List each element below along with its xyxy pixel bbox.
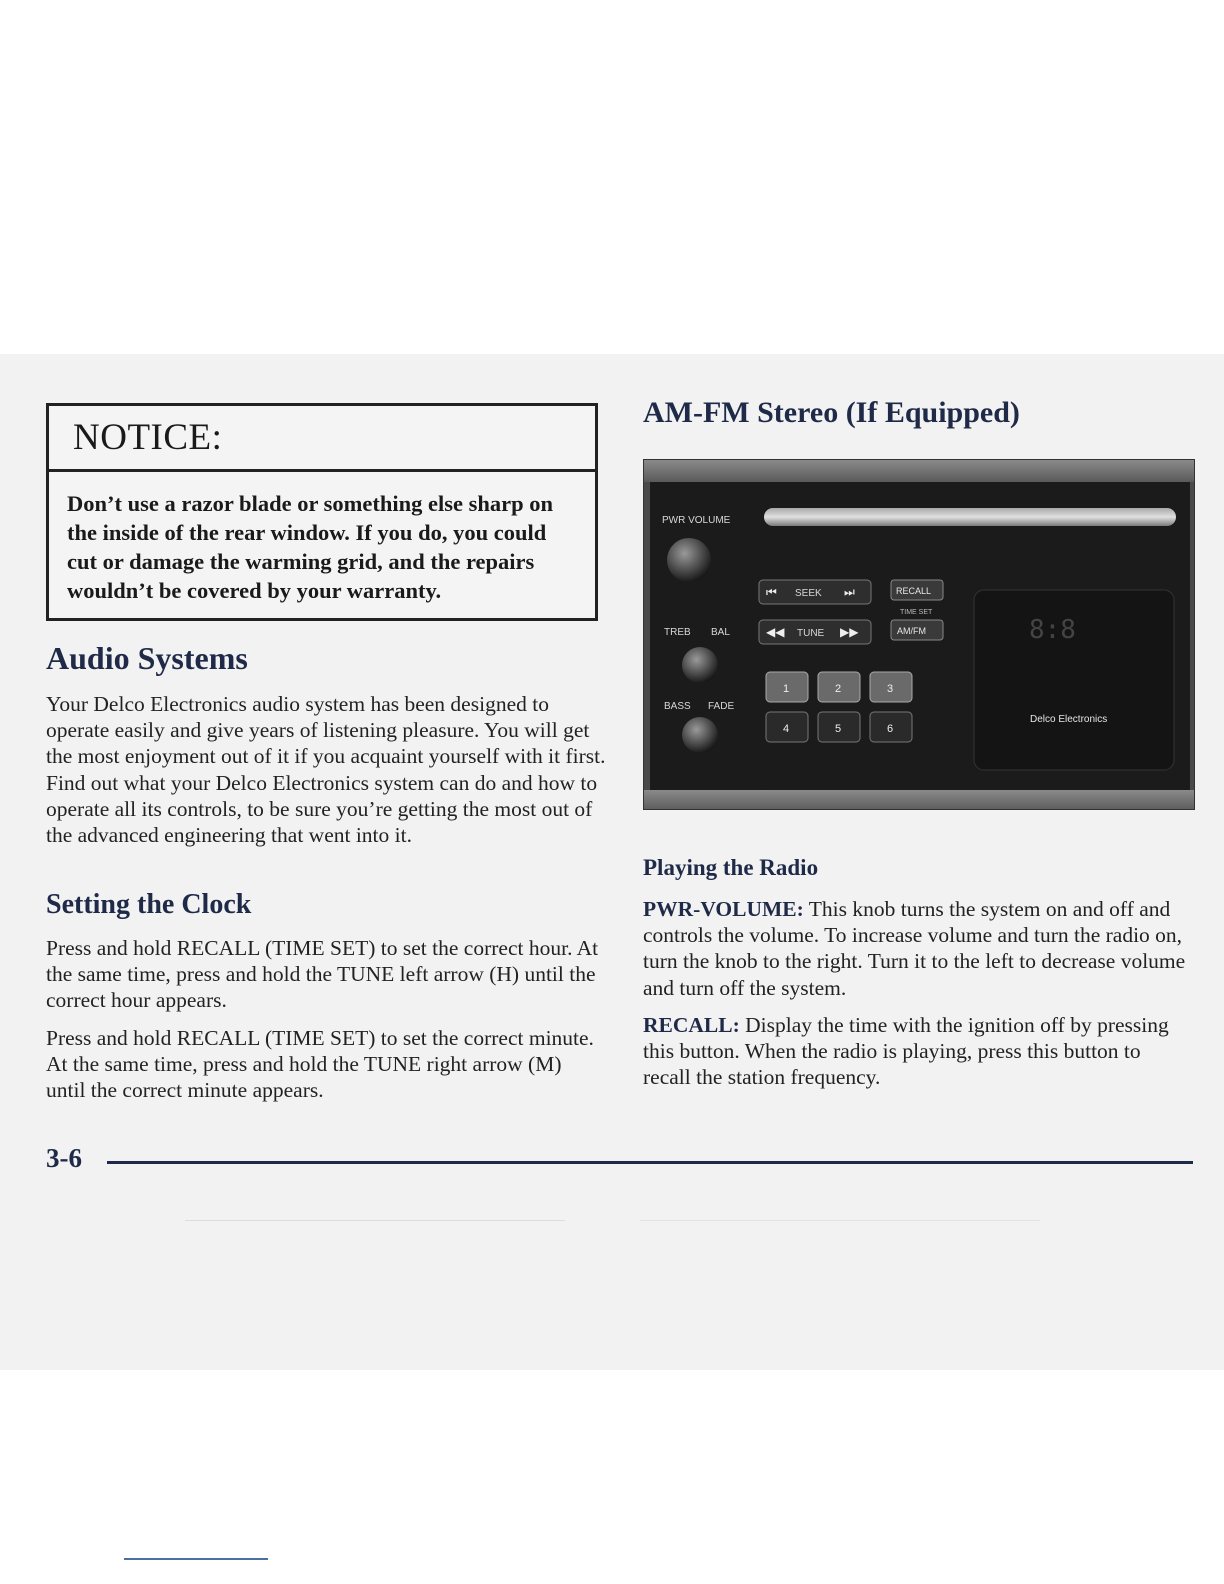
bass-fade-knob[interactable]: [682, 717, 718, 753]
clock-paragraph-hour: Press and hold RECALL (TIME SET) to set the correct hour. At the same time, press and hold the TUNE left arrow (H) until the correct hour appears.: [46, 936, 599, 1013]
bottom-link-underline[interactable]: [124, 1558, 268, 1560]
fade-label: FADE: [708, 701, 735, 712]
preset-label-1: 1: [783, 683, 790, 695]
display-digits-icon: 8:8: [1029, 615, 1076, 645]
clock-paragraph-minute: Press and hold RECALL (TIME SET) to set the correct minute. At the same time, press and hold the TUNE right arrow (M) until the correct minute appears.: [46, 1026, 594, 1103]
bass-label: BASS: [664, 701, 691, 712]
preset-label-3: 3: [887, 683, 894, 695]
cassette-slot: [764, 508, 1176, 526]
pwr-volume-text: This knob turns the system on and off and controls the volume. To increase volume and turn the radio on, turn the knob to the right. Turn it to the left to decrease volume and turn off the system.: [643, 897, 1186, 1000]
preset-label-5: 5: [835, 723, 842, 735]
tune-left-icon: ◀◀: [766, 625, 785, 639]
faint-divider-left: [185, 1220, 565, 1221]
notice-title: NOTICE:: [73, 417, 223, 458]
am-fm-label: AM/FM: [897, 626, 926, 636]
pwr-volume-label: PWR VOLUME: [662, 515, 731, 526]
recall-text: Display the time with the ignition off by pressing this button. When the radio is playing, press this button to recall the station frequency.: [643, 1013, 1169, 1090]
pwr-volume-paragraph: [643, 896, 1188, 1001]
footer-rule: [107, 1161, 1193, 1164]
preset-label-6: 6: [887, 723, 894, 735]
tune-right-icon: ▶▶: [840, 625, 859, 639]
audio-systems-heading: Audio Systems: [46, 640, 248, 676]
recall-label: RECALL: [896, 586, 932, 596]
preset-label-2: 2: [835, 683, 842, 695]
audio-systems-paragraph: Your Delco Electronics audio system has been designed to operate easily and give years of listening pleasure. You will get the most enjoyment out of it if you acquaint yourself with it first. Find out what your Delco Electronics system can do and how to operate all its controls, to be sure you’re getting the most out of the advanced engineering that went into it.: [46, 692, 606, 848]
setting-clock-heading: Setting the Clock: [46, 889, 252, 920]
treb-bal-knob[interactable]: [682, 647, 718, 683]
seek-right-icon: ⏭: [844, 585, 855, 599]
radio-photo: [643, 459, 1195, 810]
page-number: 3-6: [46, 1143, 82, 1173]
seek-label: SEEK: [795, 588, 822, 599]
pwr-volume-knob[interactable]: [667, 538, 711, 582]
tune-label: TUNE: [797, 628, 825, 639]
notice-box: [46, 403, 598, 621]
bal-label: BAL: [711, 627, 730, 638]
playing-radio-heading: Playing the Radio: [643, 855, 819, 880]
preset-label-4: 4: [783, 723, 790, 735]
treb-label: TREB: [664, 627, 691, 638]
recall-term: RECALL:: [643, 1013, 740, 1037]
am-fm-stereo-heading: AM-FM Stereo (If Equipped): [643, 396, 1020, 429]
seek-left-icon: ⏮: [766, 585, 777, 599]
notice-text: Don’t use a razor blade or something else sharp on the inside of the rear window. If you do, you could cut or damage the warming grid, and the repairs wouldn’t be covered by your warranty.: [67, 491, 554, 603]
recall-paragraph: [643, 1012, 1188, 1091]
notice-header: [49, 406, 595, 472]
delco-brand-label: Delco Electronics: [1030, 714, 1108, 725]
pwr-volume-term: PWR-VOLUME:: [643, 897, 804, 921]
time-set-label: TIME SET: [900, 609, 933, 616]
faint-divider-right: [640, 1220, 1040, 1221]
